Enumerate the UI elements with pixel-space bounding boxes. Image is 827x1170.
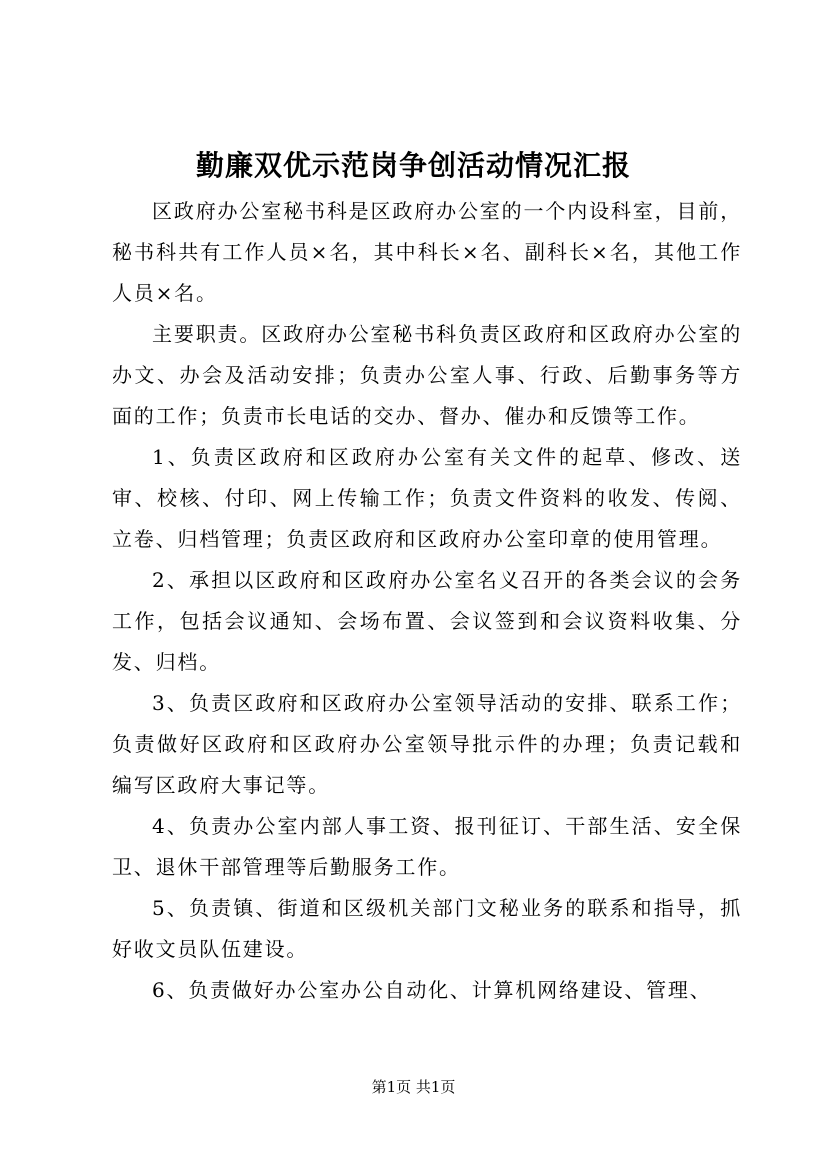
page-title: 勤廉双优示范岗争创活动情况汇报 xyxy=(195,149,631,182)
page-footer: 第1页 共1页 xyxy=(371,1078,456,1096)
paragraph-duty-3: 3、负责区政府和区政府办公室领导活动的安排、联系工作；负责做好区政府和区政府办公室领导批示件的办理；负责记载和编写区政府大事记等。 xyxy=(112,691,742,797)
paragraph-duty-1: 1、负责区政府和区政府办公室有关文件的起草、修改、送审、校核、付印、网上传输工作；负责文件资料的收发、传阅、立卷、归档管理；负责区政府和区政府办公室印章的使用管理。 xyxy=(112,445,742,551)
document-body xyxy=(112,191,742,1011)
paragraph-main-duties: 主要职责。区政府办公室秘书科负责区政府和区政府办公室的办文、办会及活动安排；负责办公室人事、行政、后勤事务等方面的工作；负责市长电话的交办、督办、催办和反馈等工作。 xyxy=(112,322,742,428)
paragraph-duty-6: 6、负责做好办公室办公自动化、计算机网络建设、管理、 xyxy=(152,978,712,1002)
paragraph-intro: 区政府办公室秘书科是区政府办公室的一个内设科室，目前，秘书科共有工作人员×名，其中科长×名、副科长×名，其他工作人员×名。 xyxy=(112,199,742,305)
paragraph-duty-5: 5、负责镇、街道和区级机关部门文秘业务的联系和指导，抓好收文员队伍建设。 xyxy=(112,896,742,961)
paragraph-duty-4: 4、负责办公室内部人事工资、报刊征订、干部生活、安全保卫、退休干部管理等后勤服务工作。 xyxy=(112,814,742,879)
paragraph-duty-2: 2、承担以区政府和区政府办公室名义召开的各类会议的会务工作，包括会议通知、会场布置、会议签到和会议资料收集、分发、归档。 xyxy=(112,568,742,674)
